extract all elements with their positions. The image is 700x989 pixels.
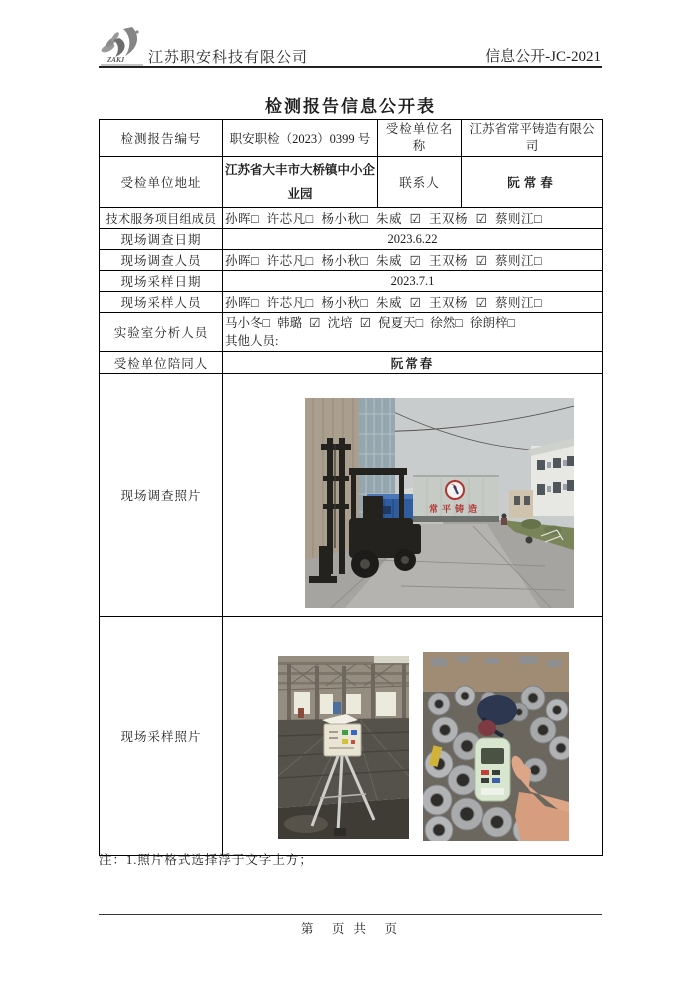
sampling-photo-left — [278, 656, 409, 839]
footnote: 注：1.照片格式选择浮于文字上方； — [99, 853, 313, 867]
table-row — [100, 617, 603, 856]
contact-value: 阮常春 — [462, 157, 603, 208]
footer-rule — [99, 914, 602, 915]
sampling-date-value: 2023.7.1 — [223, 271, 603, 292]
address-label: 受检单位地址 — [100, 157, 223, 208]
document-code: 信息公开-JC-2021 — [485, 49, 601, 65]
unit-name-label: 受检单位名称 — [378, 120, 462, 157]
info-table — [99, 119, 603, 856]
table-row — [100, 250, 603, 271]
survey-photo — [305, 398, 574, 608]
sampling-photos — [225, 631, 600, 841]
survey-photo-cell — [223, 374, 603, 617]
lab-staff-label: 实验室分析人员 — [100, 313, 223, 352]
company-logo — [99, 26, 147, 68]
survey-staff-value: 孙晖□ 许芯凡□ 杨小秋□ 朱威 ☑ 王双杨 ☑ 蔡则江□ — [223, 250, 603, 271]
table-row — [100, 352, 603, 374]
unit-name-value: 江苏省常平铸造有限公司 — [462, 120, 603, 157]
table-row — [100, 208, 603, 229]
contact-label: 联系人 — [378, 157, 462, 208]
table-row — [100, 271, 603, 292]
survey-photo-image — [305, 398, 574, 608]
sampling-photo-right — [423, 652, 569, 841]
address-value: 江苏省大丰市大桥镇中小企业园 — [223, 157, 378, 208]
survey-staff-label: 现场调查人员 — [100, 250, 223, 271]
table-row — [100, 157, 603, 208]
survey-date-label: 现场调查日期 — [100, 229, 223, 250]
table-row — [100, 292, 603, 313]
page-number: 第 页 共 页 — [300, 922, 401, 936]
report-no-value: 职安职检（2023）0399 号 — [223, 120, 378, 157]
table-row — [100, 120, 603, 157]
escort-value: 阮常春 — [223, 352, 603, 374]
table-row — [100, 374, 603, 617]
project-team-value: 孙晖□ 许芯凡□ 杨小秋□ 朱威 ☑ 王双杨 ☑ 蔡则江□ — [223, 208, 603, 229]
survey-date-value: 2023.6.22 — [223, 229, 603, 250]
escort-label: 受检单位陪同人 — [100, 352, 223, 374]
lab-staff-value: 马小冬□ 韩璐 ☑ 沈培 ☑ 倪夏天□ 徐然□ 徐朗梓□ — [225, 316, 515, 330]
factory-sign-text: 常平铸造 — [428, 503, 482, 514]
report-no-label: 检测报告编号 — [100, 120, 223, 157]
table-row — [100, 229, 603, 250]
table-row — [100, 313, 603, 352]
sampling-date-label: 现场采样日期 — [100, 271, 223, 292]
sampling-staff-value: 孙晖□ 许芯凡□ 杨小秋□ 朱威 ☑ 王双杨 ☑ 蔡则江□ — [223, 292, 603, 313]
project-team-label: 技术服务项目组成员 — [100, 208, 223, 229]
header-rule — [99, 66, 602, 68]
lab-staff-other: 其他人员: — [225, 334, 279, 348]
logo-text: ZAKJ — [107, 56, 125, 64]
sampling-photo-label: 现场采样照片 — [100, 617, 223, 856]
lab-staff-cell — [223, 313, 603, 352]
survey-photo-label: 现场调查照片 — [100, 374, 223, 617]
sampling-photo-cell — [223, 617, 603, 856]
page-title: 检测报告信息公开表 — [265, 97, 436, 116]
sampling-staff-label: 现场采样人员 — [100, 292, 223, 313]
company-name: 江苏职安科技有限公司 — [148, 50, 309, 66]
